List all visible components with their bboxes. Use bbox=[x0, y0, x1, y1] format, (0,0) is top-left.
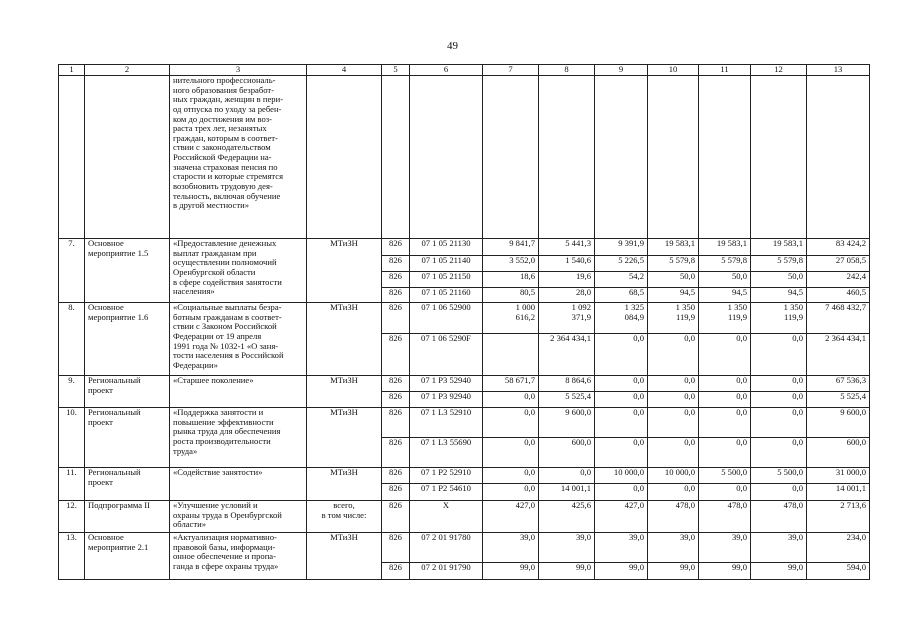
responsible-cell: МТиЗН bbox=[307, 239, 382, 303]
value-cell: 5 500,0 bbox=[699, 468, 751, 484]
header-cell: 13 bbox=[807, 65, 870, 76]
value-cell: 0,0 bbox=[648, 408, 699, 438]
code-cell: 07 1 L3 55690 bbox=[410, 438, 483, 468]
code-cell: 07 1 P3 92940 bbox=[410, 392, 483, 408]
row-type-cell: Основное мероприятие 2.1 bbox=[85, 533, 170, 580]
table-row bbox=[59, 501, 870, 533]
code-cell: 07 2 01 91780 bbox=[410, 533, 483, 563]
value-cell: 18,6 bbox=[483, 272, 539, 288]
value-cell: 1 092 371,9 bbox=[539, 303, 595, 334]
row-number-cell: 7. bbox=[59, 239, 85, 303]
value-cell: 0,0 bbox=[751, 484, 807, 501]
value-cell: 427,0 bbox=[595, 501, 648, 533]
header-cell: 5 bbox=[382, 65, 410, 76]
code-cell: 07 2 01 91790 bbox=[410, 563, 483, 580]
value-cell: 427,0 bbox=[483, 501, 539, 533]
code-cell: 07 1 P2 52910 bbox=[410, 468, 483, 484]
value-cell: 28,0 bbox=[539, 288, 595, 303]
value-cell bbox=[483, 334, 539, 376]
code-cell: 07 1 06 5290F bbox=[410, 334, 483, 376]
value-cell: 0,0 bbox=[699, 392, 751, 408]
row-name-cell: «Содействие занятости» bbox=[170, 468, 307, 501]
table-row bbox=[59, 303, 870, 334]
value-cell: 50,0 bbox=[751, 272, 807, 288]
value-cell: 19 583,1 bbox=[648, 239, 699, 256]
table-row bbox=[59, 468, 870, 484]
value-cell: 99,0 bbox=[483, 563, 539, 580]
value-cell: 1 350 119,9 bbox=[751, 303, 807, 334]
value-cell: 5 525,4 bbox=[539, 392, 595, 408]
responsible-cell: МТиЗН bbox=[307, 533, 382, 580]
value-cell: 94,5 bbox=[699, 288, 751, 303]
value-cell: 0,0 bbox=[595, 438, 648, 468]
value-cell: 5 226,5 bbox=[595, 256, 648, 272]
value-cell: 2 364 434,1 bbox=[807, 334, 870, 376]
value-cell: 0,0 bbox=[751, 376, 807, 392]
code-cell: 07 1 05 21160 bbox=[410, 288, 483, 303]
responsible-cell: МТиЗН bbox=[307, 408, 382, 468]
responsible-cell: МТиЗН bbox=[307, 376, 382, 408]
value-cell: 1 000 616,2 bbox=[483, 303, 539, 334]
code-cell: 07 1 P2 54610 bbox=[410, 484, 483, 501]
value-cell: 0,0 bbox=[539, 468, 595, 484]
header-cell: 11 bbox=[699, 65, 751, 76]
value-cell: 39,0 bbox=[648, 533, 699, 563]
value-cell: 68,5 bbox=[595, 288, 648, 303]
grbs-cell: 826 bbox=[382, 272, 410, 288]
value-cell: 0,0 bbox=[699, 438, 751, 468]
value-cell: 9 391,9 bbox=[595, 239, 648, 256]
value-cell: 0,0 bbox=[699, 484, 751, 501]
value-cell: 0,0 bbox=[595, 376, 648, 392]
header-cell: 8 bbox=[539, 65, 595, 76]
empty-cell bbox=[483, 76, 539, 239]
table-row bbox=[59, 376, 870, 392]
value-cell: 594,0 bbox=[807, 563, 870, 580]
empty-cell bbox=[751, 76, 807, 239]
row-name-cell: нительного профессиональ- ного образования безработ- ных граждан, женщин в пери- од отпуска по уходу за ребен- ком до достижения им воз- раста трех лет, незанятых граждан, которым в соответ- ствии с законодательством Российской Федерации на- значена страховая пенсия по старости и которые стремятся возобновить трудовую дея- тельность, включая обучение в другой местности» bbox=[170, 76, 307, 239]
grbs-cell: 826 bbox=[382, 334, 410, 376]
grbs-cell: 826 bbox=[382, 501, 410, 533]
value-cell: 0,0 bbox=[483, 408, 539, 438]
value-cell: 19 583,1 bbox=[751, 239, 807, 256]
budget-table bbox=[58, 64, 870, 580]
value-cell: 0,0 bbox=[751, 334, 807, 376]
value-cell: 39,0 bbox=[595, 533, 648, 563]
value-cell: 99,0 bbox=[648, 563, 699, 580]
grbs-cell: 826 bbox=[382, 484, 410, 501]
value-cell: 478,0 bbox=[751, 501, 807, 533]
code-cell: 07 1 06 52900 bbox=[410, 303, 483, 334]
value-cell: 0,0 bbox=[648, 392, 699, 408]
value-cell: 9 841,7 bbox=[483, 239, 539, 256]
table-row bbox=[59, 239, 870, 256]
value-cell: 94,5 bbox=[648, 288, 699, 303]
value-cell: 39,0 bbox=[699, 533, 751, 563]
value-cell: 0,0 bbox=[483, 468, 539, 484]
value-cell: 5 579,8 bbox=[751, 256, 807, 272]
grbs-cell: 826 bbox=[382, 303, 410, 334]
value-cell: 478,0 bbox=[648, 501, 699, 533]
value-cell: 19,6 bbox=[539, 272, 595, 288]
grbs-cell: 826 bbox=[382, 376, 410, 392]
row-name-cell: «Улучшение условий и охраны труда в Оренбургской области» bbox=[170, 501, 307, 533]
value-cell: 14 001,1 bbox=[539, 484, 595, 501]
value-cell: 99,0 bbox=[595, 563, 648, 580]
value-cell: 5 579,8 bbox=[648, 256, 699, 272]
value-cell: 99,0 bbox=[699, 563, 751, 580]
value-cell: 234,0 bbox=[807, 533, 870, 563]
table-row bbox=[59, 408, 870, 438]
value-cell: 5 579,8 bbox=[699, 256, 751, 272]
empty-cell bbox=[382, 76, 410, 239]
value-cell: 3 552,0 bbox=[483, 256, 539, 272]
value-cell: 2 713,6 bbox=[807, 501, 870, 533]
value-cell: 58 671,7 bbox=[483, 376, 539, 392]
value-cell: 27 058,5 bbox=[807, 256, 870, 272]
empty-cell bbox=[85, 76, 170, 239]
grbs-cell: 826 bbox=[382, 533, 410, 563]
page-number: 49 bbox=[447, 40, 458, 52]
value-cell: 1 325 084,9 bbox=[595, 303, 648, 334]
value-cell: 0,0 bbox=[648, 334, 699, 376]
grbs-cell: 826 bbox=[382, 438, 410, 468]
value-cell: 1 350 119,9 bbox=[648, 303, 699, 334]
value-cell: 94,5 bbox=[751, 288, 807, 303]
code-cell: 07 1 P3 52940 bbox=[410, 376, 483, 392]
value-cell: 19 583,1 bbox=[699, 239, 751, 256]
row-type-cell: Региональный проект bbox=[85, 408, 170, 468]
value-cell: 50,0 bbox=[648, 272, 699, 288]
code-cell: 07 1 05 21130 bbox=[410, 239, 483, 256]
empty-cell bbox=[59, 76, 85, 239]
value-cell: 0,0 bbox=[648, 438, 699, 468]
empty-cell bbox=[307, 76, 382, 239]
row-number-cell: 8. bbox=[59, 303, 85, 376]
header-cell: 1 bbox=[59, 65, 85, 76]
value-cell: 0,0 bbox=[595, 334, 648, 376]
row-name-cell: «Социальные выплаты безра- ботным гражданам в соответ- ствии с Законом Российской Федерации от 19 апреля 1991 года № 1032-1 «О заня- тости населения в Российской Федерации» bbox=[170, 303, 307, 376]
value-cell: 242,4 bbox=[807, 272, 870, 288]
code-cell: 07 1 05 21140 bbox=[410, 256, 483, 272]
value-cell: 0,0 bbox=[595, 392, 648, 408]
value-cell: 67 536,3 bbox=[807, 376, 870, 392]
empty-cell bbox=[410, 76, 483, 239]
header-cell: 6 bbox=[410, 65, 483, 76]
value-cell: 0,0 bbox=[483, 438, 539, 468]
value-cell: 5 525,4 bbox=[807, 392, 870, 408]
header-cell: 12 bbox=[751, 65, 807, 76]
value-cell: 39,0 bbox=[751, 533, 807, 563]
row-number-cell: 11. bbox=[59, 468, 85, 501]
value-cell: 5 441,3 bbox=[539, 239, 595, 256]
header-cell: 9 bbox=[595, 65, 648, 76]
value-cell: 0,0 bbox=[699, 408, 751, 438]
empty-cell bbox=[539, 76, 595, 239]
code-cell: 07 1 05 21150 bbox=[410, 272, 483, 288]
header-cell: 2 bbox=[85, 65, 170, 76]
value-cell: 10 000,0 bbox=[648, 468, 699, 484]
header-cell: 4 bbox=[307, 65, 382, 76]
value-cell: 1 540,6 bbox=[539, 256, 595, 272]
value-cell: 600,0 bbox=[807, 438, 870, 468]
row-type-cell: Подпрограмма II bbox=[85, 501, 170, 533]
value-cell: 7 468 432,7 bbox=[807, 303, 870, 334]
table-row bbox=[59, 76, 870, 239]
value-cell: 14 001,1 bbox=[807, 484, 870, 501]
value-cell: 0,0 bbox=[483, 484, 539, 501]
code-cell: 07 1 L3 52910 bbox=[410, 408, 483, 438]
value-cell: 10 000,0 bbox=[595, 468, 648, 484]
value-cell: 0,0 bbox=[751, 408, 807, 438]
value-cell: 0,0 bbox=[595, 408, 648, 438]
value-cell: 478,0 bbox=[699, 501, 751, 533]
table-row bbox=[59, 533, 870, 563]
value-cell: 5 500,0 bbox=[751, 468, 807, 484]
value-cell: 99,0 bbox=[539, 563, 595, 580]
row-name-cell: «Поддержка занятости и повышение эффективности рынка труда для обеспечения роста производительности труда» bbox=[170, 408, 307, 468]
grbs-cell: 826 bbox=[382, 239, 410, 256]
value-cell: 0,0 bbox=[699, 376, 751, 392]
value-cell: 39,0 bbox=[483, 533, 539, 563]
row-type-cell: Основное мероприятие 1.5 bbox=[85, 239, 170, 303]
value-cell: 80,5 bbox=[483, 288, 539, 303]
value-cell: 0,0 bbox=[648, 376, 699, 392]
row-number-cell: 9. bbox=[59, 376, 85, 408]
row-type-cell: Основное мероприятие 1.6 bbox=[85, 303, 170, 376]
header-cell: 10 bbox=[648, 65, 699, 76]
value-cell: 0,0 bbox=[648, 484, 699, 501]
empty-cell bbox=[699, 76, 751, 239]
value-cell: 0,0 bbox=[751, 438, 807, 468]
value-cell: 0,0 bbox=[699, 334, 751, 376]
responsible-cell: всего, в том числе: bbox=[307, 501, 382, 533]
value-cell: 54,2 bbox=[595, 272, 648, 288]
grbs-cell: 826 bbox=[382, 256, 410, 272]
value-cell: 1 350 119,9 bbox=[699, 303, 751, 334]
empty-cell bbox=[595, 76, 648, 239]
empty-cell bbox=[807, 76, 870, 239]
grbs-cell: 826 bbox=[382, 468, 410, 484]
row-name-cell: «Старшее поколение» bbox=[170, 376, 307, 408]
row-name-cell: «Актуализация нормативно- правовой базы, информаци- онное обеспечение и пропа- ганда в сфере охраны труда» bbox=[170, 533, 307, 580]
row-number-cell: 13. bbox=[59, 533, 85, 580]
responsible-cell: МТиЗН bbox=[307, 303, 382, 376]
value-cell: 39,0 bbox=[539, 533, 595, 563]
row-type-cell: Региональный проект bbox=[85, 376, 170, 408]
value-cell: 31 000,0 bbox=[807, 468, 870, 484]
value-cell: 50,0 bbox=[699, 272, 751, 288]
header-cell: 7 bbox=[483, 65, 539, 76]
value-cell: 9 600,0 bbox=[539, 408, 595, 438]
grbs-cell: 826 bbox=[382, 563, 410, 580]
grbs-cell: 826 bbox=[382, 288, 410, 303]
value-cell: 2 364 434,1 bbox=[539, 334, 595, 376]
row-number-cell: 10. bbox=[59, 408, 85, 468]
row-name-cell: «Предоставление денежных выплат гражданам при осуществлении полномочий Оренбургской области в сфере содействия занятости населения» bbox=[170, 239, 307, 303]
value-cell: 0,0 bbox=[483, 392, 539, 408]
grbs-cell: 826 bbox=[382, 408, 410, 438]
value-cell: 0,0 bbox=[751, 392, 807, 408]
value-cell: 99,0 bbox=[751, 563, 807, 580]
row-type-cell: Региональный проект bbox=[85, 468, 170, 501]
header-row bbox=[59, 65, 870, 76]
value-cell: 460,5 bbox=[807, 288, 870, 303]
value-cell: 425,6 bbox=[539, 501, 595, 533]
value-cell: 600,0 bbox=[539, 438, 595, 468]
value-cell: 8 864,6 bbox=[539, 376, 595, 392]
empty-cell bbox=[648, 76, 699, 239]
code-cell: X bbox=[410, 501, 483, 533]
value-cell: 83 424,2 bbox=[807, 239, 870, 256]
grbs-cell: 826 bbox=[382, 392, 410, 408]
value-cell: 0,0 bbox=[595, 484, 648, 501]
value-cell: 9 600,0 bbox=[807, 408, 870, 438]
row-number-cell: 12. bbox=[59, 501, 85, 533]
header-cell: 3 bbox=[170, 65, 307, 76]
responsible-cell: МТиЗН bbox=[307, 468, 382, 501]
